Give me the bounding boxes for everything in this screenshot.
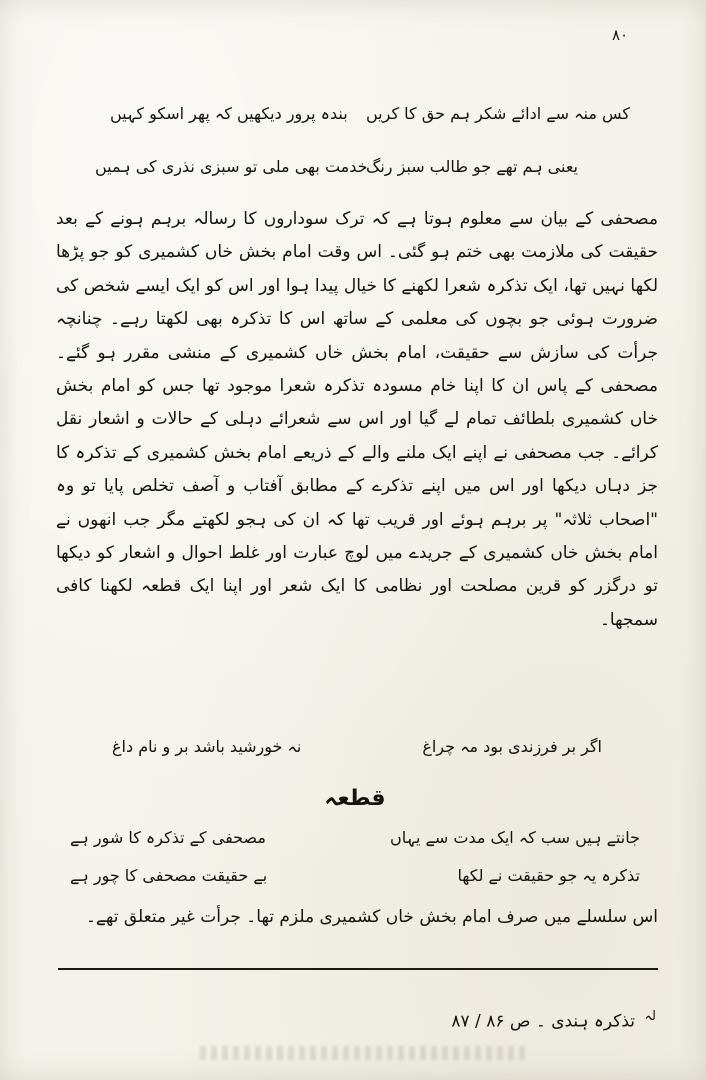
- footnote: [300, 1002, 656, 1037]
- opening-couplet-2: [0, 153, 706, 181]
- couplet-1-first-hemistich: کس منہ سے ادائے شکر ہم حق کا کریں: [366, 104, 630, 123]
- qita-line-2: [70, 860, 640, 892]
- qita-line-2-second-hemistich: بے حقیقت مصحفی کا چور ہے: [70, 866, 268, 885]
- opening-couplet-1: [0, 100, 706, 128]
- persian-verse-first-hemistich: اگر بر فرزندی بود مہ چراغ: [422, 737, 602, 756]
- qita-line-1-second-hemistich: مصحفی کے تذکرہ کا شور ہے: [70, 828, 266, 847]
- footnote-marker: لہ: [644, 1009, 656, 1024]
- show-through-texture: [200, 1046, 530, 1060]
- footnote-divider: [58, 968, 658, 970]
- qita-line-2-first-hemistich: تذکرہ یہ جو حقیقت نے لکھا: [457, 866, 640, 885]
- body-paragraph: مصحفی کے بیان سے معلوم ہوتا ہے کہ ترک سوداروں کا رسالہ برہم ہونے کے بعد حقیقت کی ملازمت بھی ختم ہو گئی۔ اس وقت امام بخش خاں کشمیری کو جو پڑھا لکھا نہیں تھا، ایک تذکرہ شعرا لکھنے کا خیال پیدا ہوا اور اس کو ایک ایسے شخص کی ضرورت ہوئی جو بچوں کی معلمی کے ساتھ اس کا تذکرہ بھی لکھتا رہے۔ چنانچہ جرأت کی سازش سے حقیقت، امام بخش خاں کشمیری کے منشی مقرر ہو گئے۔ مصحفی کے پاس ان کا اپنا خام مسودہ تذکرہ شعرا موجود تھا جس کو امام بخش خاں کشمیری بلطائف تمام لے گیا اور اس سے شعرائے دہلی کے حالات و اشعار نقل کرائے۔ جب مصحفی نے اپنے ایک ملنے والے کے ذریعے امام بخش کشمیری کے تذکرہ کا جز دہاں دیکھا اور اس میں اپنے تذکرے کے مطابق آفتاب و آصف تخلص پایا تو وہ "اصحاب ثلاثہ" پر برہم ہوئے اور قریب تھا کہ ان کی ہجو لکھتے مگر جب انھوں نے امام بخش خاں کشمیری کے جریدے میں لوچ عبارت اور غلط احوال و اشعار کو دیکھا تو درگزر کو قرین مصلحت اور نظامی کا ایک شعر اور اپنا ایک قطعہ لکھنا کافی سمجھا۔: [56, 209, 658, 630]
- persian-verse: [112, 730, 602, 764]
- couplet-1-second-hemistich: بندہ پرور دیکھیں کہ پھر اسکو کہیں: [110, 104, 348, 123]
- qita-line-1: [70, 822, 640, 854]
- qita-heading: قطعہ: [324, 786, 386, 811]
- qita-line-1-first-hemistich: جانتے ہیں سب کہ ایک مدت سے یہاں: [390, 828, 640, 847]
- couplet-2-first-hemistich: یعنی ہم تھے جو طالب سبز رنگ: [366, 157, 578, 176]
- persian-verse-second-hemistich: نہ خورشید باشد بر و نام داغ: [112, 737, 302, 756]
- closing-sentence: اس سلسلے میں صرف امام بخش خاں کشمیری ملزم تھا۔ جرأت غیر متعلق تھے۔: [85, 907, 658, 927]
- body-text: [56, 203, 658, 637]
- couplet-2-second-hemistich: خدمت بھی ملی تو سبزی نذری کی ہمیں: [95, 157, 368, 176]
- page-number: ۸۰: [612, 26, 629, 44]
- footnote-text: تذکرہ ہندی ۔ ص ۸۶ / ۸۷: [451, 1011, 636, 1032]
